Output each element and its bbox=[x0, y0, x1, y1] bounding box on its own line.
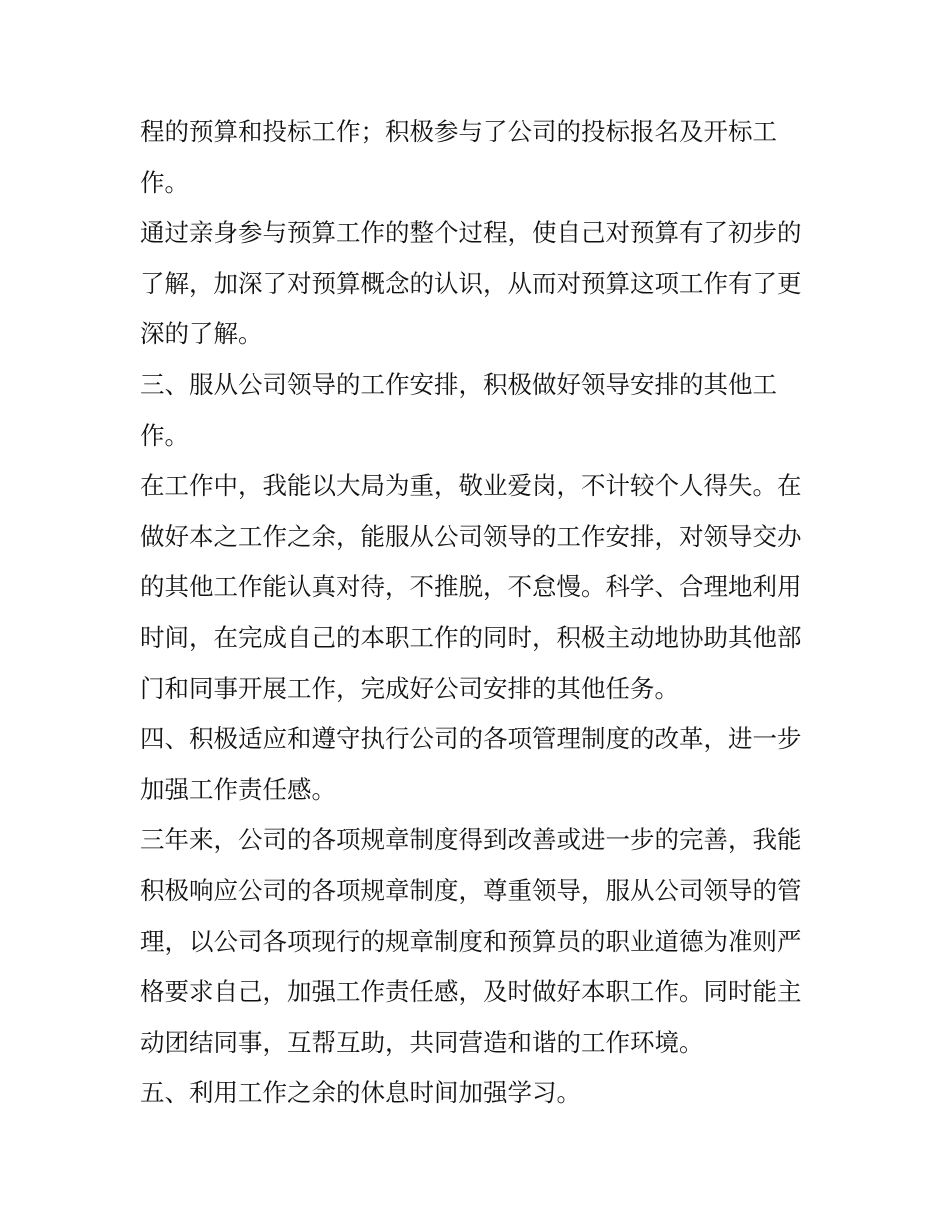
paragraph-budget-understanding: 通过亲身参与预算工作的整个过程，使自己对预算有了初步的了解，加深了对预算概念的认识，从而对预算这项工作有了更深的了解。 bbox=[140, 218, 802, 349]
paragraph-work-attitude: 在工作中，我能以大局为重，敬业爱岗，不计较个人得失。在做好本之工作之余，能服从公司领导的工作安排，对领导交办的其他工作能认真对待，不推脱，不怠慢。科学、合理地利用时间，在完成自己的本职工作的同时，积极主动地协助其他部门和同事开展工作，完成好公司安排的其他任务。 bbox=[140, 471, 802, 703]
heading-section-three: 三、服从公司领导的工作安排，积极做好领导安排的其他工作。 bbox=[140, 369, 777, 450]
heading-section-five: 五、利用工作之余的休息时间加强学习。 bbox=[140, 1078, 581, 1108]
document-body bbox=[140, 107, 820, 1119]
paragraph-budget-bidding: 程的预算和投标工作；积极参与了公司的投标报名及开标工作。 bbox=[140, 117, 777, 197]
paragraph-rules-compliance: 三年来，公司的各项规章制度得到改善或进一步的完善，我能积极响应公司的各项规章制度，尊重领导，服从公司领导的管理，以公司各项现行的规章制度和预算员的职业道德为准则严格要求自己，加强工作责任感，及时做好本职工作。同时能主动团结同事，互帮互助，共同营造和谐的工作环境。 bbox=[140, 825, 802, 1057]
heading-section-four: 四、积极适应和遵守执行公司的各项管理制度的改革，进一步加强工作责任感。 bbox=[140, 724, 802, 804]
